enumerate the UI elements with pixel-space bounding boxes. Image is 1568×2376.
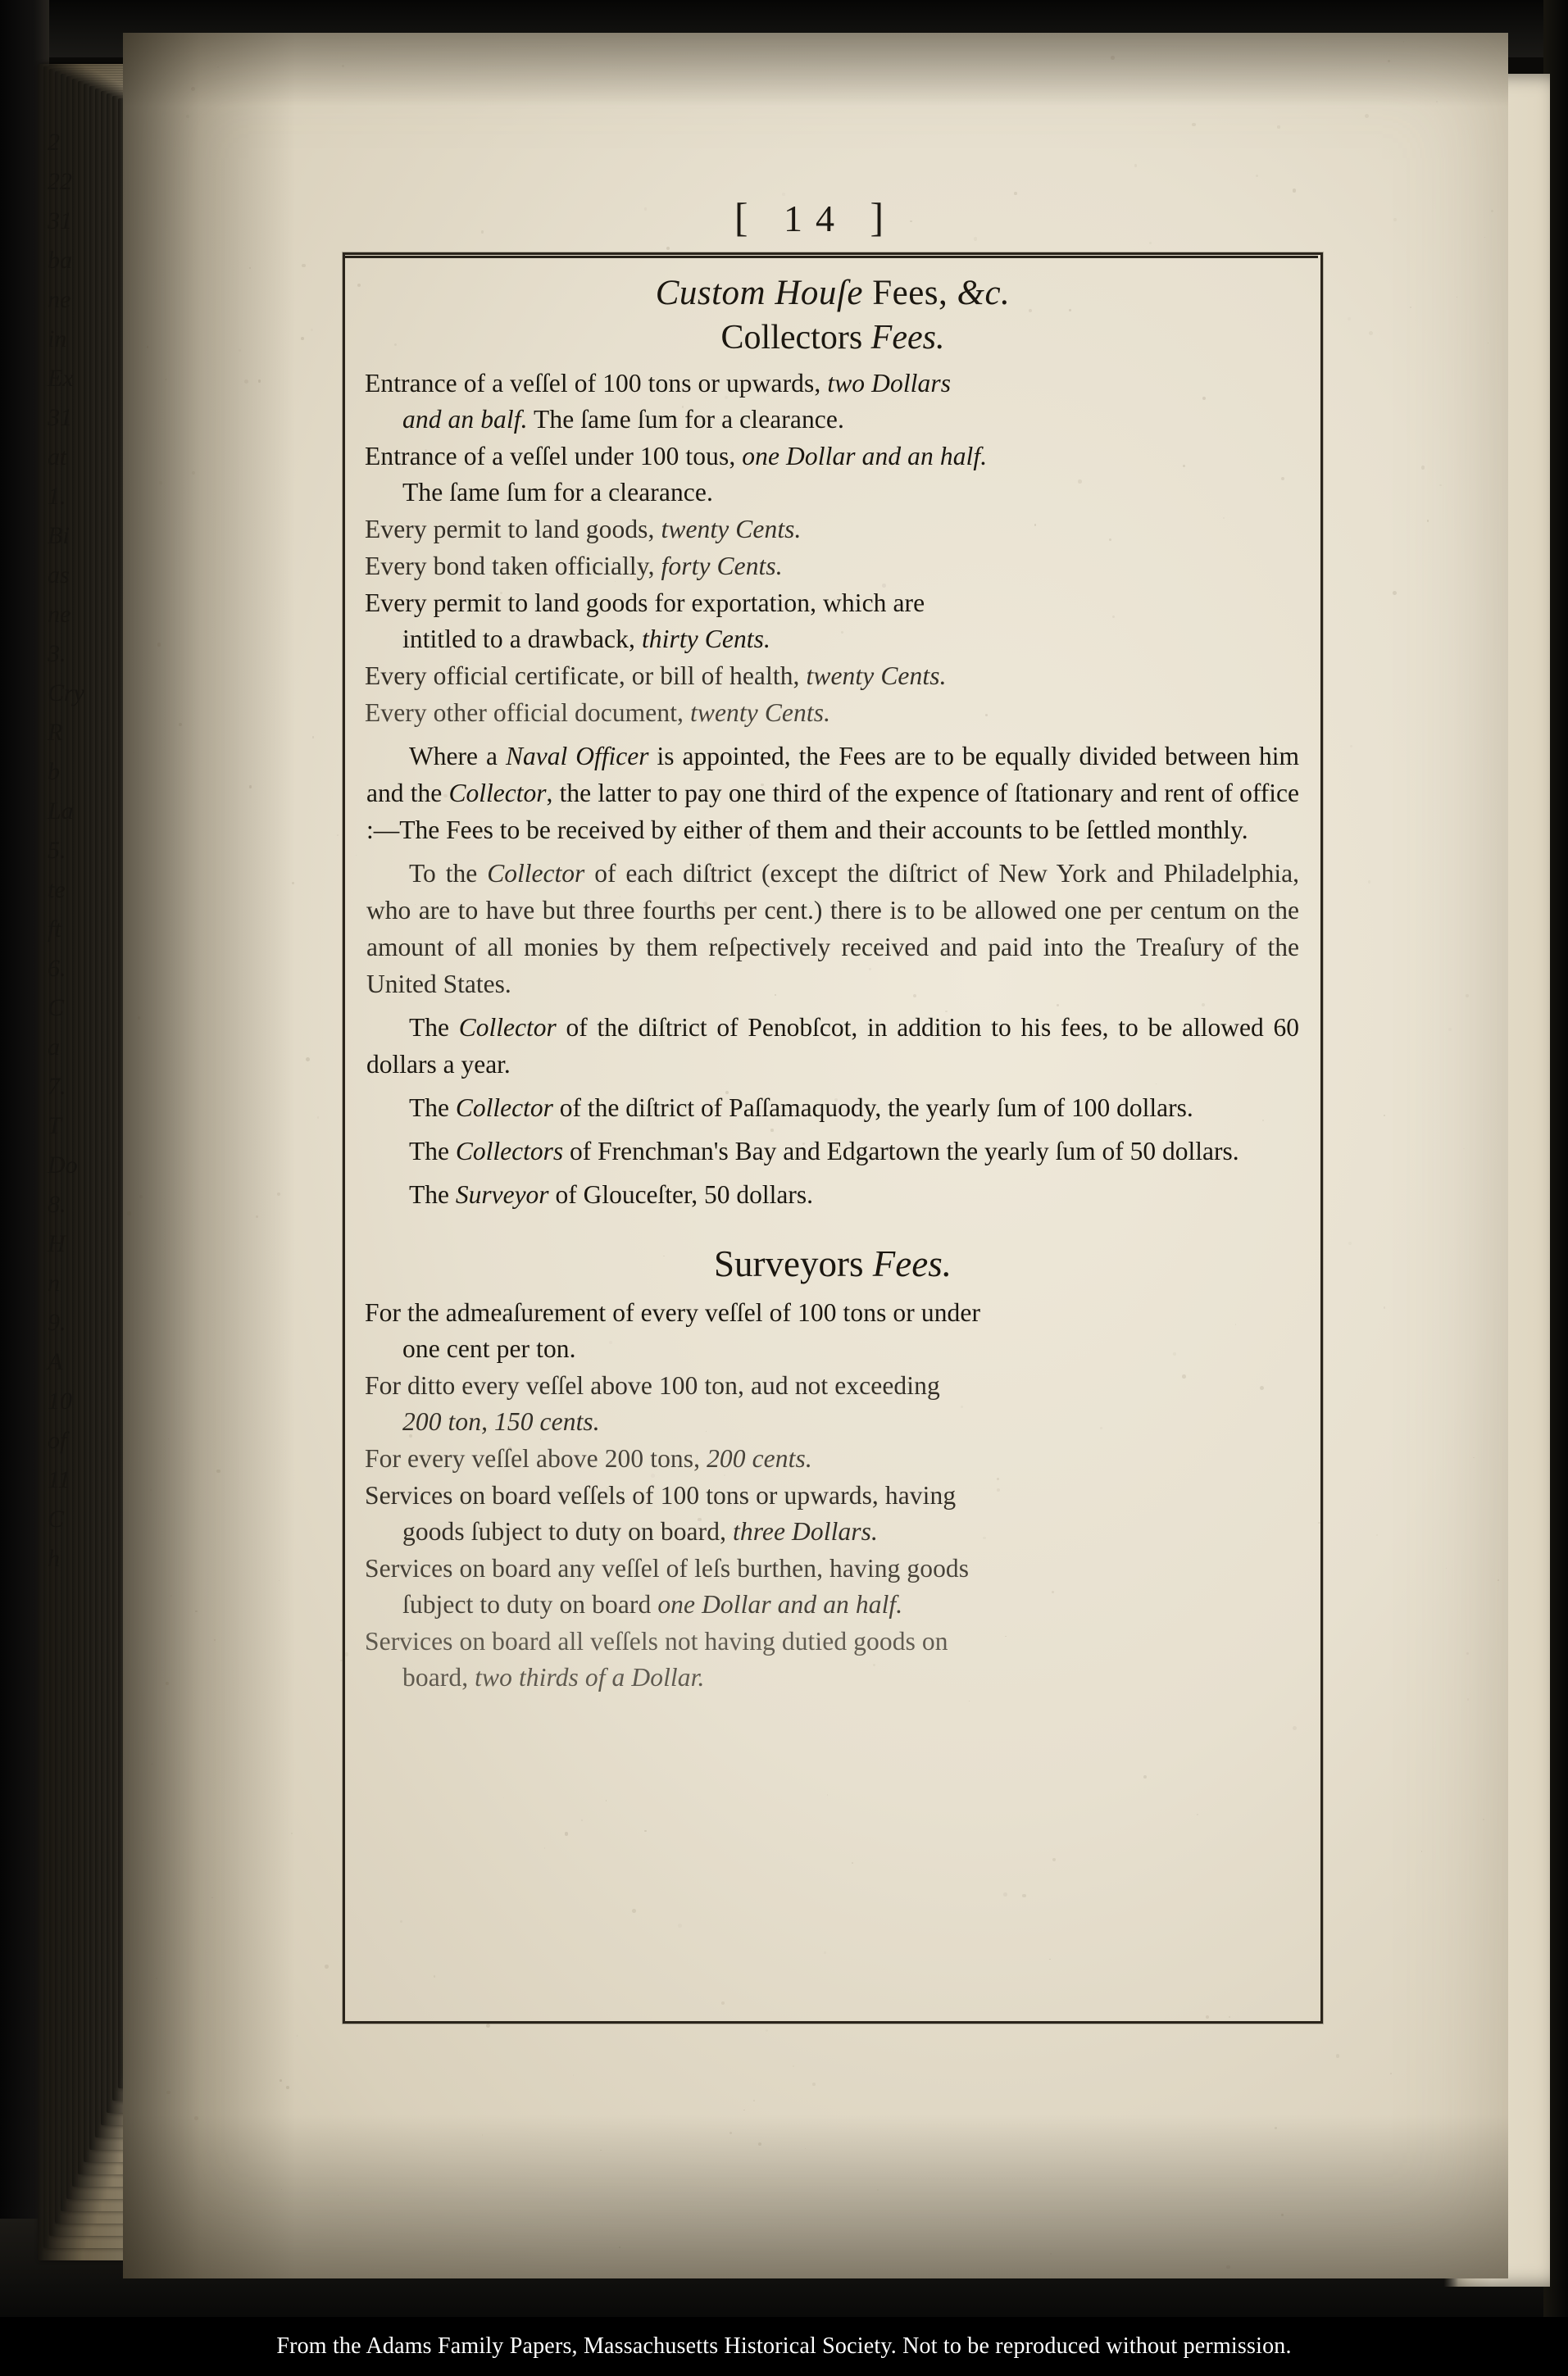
edge-note-line: R — [48, 719, 63, 746]
edge-note-line: ba — [48, 247, 72, 274]
paper-speckle — [1427, 520, 1429, 521]
paper-speckle — [1384, 1115, 1385, 1116]
collectors-provisions — [366, 738, 1299, 1213]
paper-speckle — [1111, 56, 1114, 59]
paper-speckle — [1336, 2054, 1340, 2058]
paper-speckle — [258, 379, 261, 382]
edge-note-line: Bi — [48, 522, 70, 549]
fee-entry-continuation: goods ſubject to duty on board, three Dollars. — [402, 1517, 879, 1546]
edge-note-line: 6. — [48, 955, 66, 982]
edge-note-line: 5. — [48, 837, 66, 864]
body-text: To the — [409, 859, 488, 888]
fee-amount: twenty Cents. — [690, 698, 831, 727]
paper-speckle — [217, 66, 219, 68]
paper-speckle — [156, 1978, 157, 1979]
fee-entry-text: Every other official document, — [365, 698, 691, 727]
edge-note-line: H — [48, 1230, 66, 1257]
edge-note-line: ft — [48, 915, 61, 943]
paper-speckle — [170, 1595, 172, 1597]
fee-entry-text: Services on board all veſſels not having dutied goods on — [365, 1627, 948, 1656]
handwritten-edge-notes — [48, 123, 105, 1579]
text-column — [345, 255, 1320, 2021]
fee-entry-continuation: board, two thirds of a Dollar. — [402, 1663, 705, 1692]
paper-speckle — [297, 2035, 298, 2037]
paper-speckle — [1393, 591, 1397, 595]
body-text: Where a — [409, 742, 506, 770]
paper-speckle — [306, 1057, 310, 1061]
paper-speckle — [1256, 175, 1258, 177]
fee-entry-continuation: and an balf. The ſame ſum for a clearance. — [402, 405, 844, 434]
text-block-frame — [343, 252, 1323, 2024]
edge-note-line: a — [48, 1034, 60, 1061]
provision-paragraph-per-centum — [366, 855, 1299, 1002]
paper-speckle — [753, 2100, 755, 2101]
fee-entry — [366, 658, 1299, 694]
paper-speckle — [279, 1580, 280, 1581]
paper-speckle — [166, 379, 167, 380]
running-head-italic-1: Custom Houſe — [655, 274, 863, 312]
fee-amount: one Dollar and an half. — [742, 442, 988, 470]
paper-speckle — [312, 736, 315, 738]
emphasis-text: Collector — [455, 1093, 553, 1122]
paper-speckle — [302, 264, 306, 268]
paper-speckle — [600, 2150, 601, 2151]
paper-speckle — [805, 2148, 807, 2150]
edge-note-line: C — [48, 994, 65, 1021]
paper-speckle — [277, 1193, 280, 1196]
paper-speckle — [1348, 317, 1351, 320]
edge-note-line: in — [48, 325, 67, 352]
paper-speckle — [743, 2110, 745, 2111]
section-heading-1-roman: Collectors — [720, 319, 871, 357]
paper-speckle — [249, 785, 252, 788]
body-text: The — [409, 1137, 456, 1165]
edge-note-line: 11 — [48, 1466, 70, 1493]
section-heading-2-italic: Fees. — [872, 1243, 952, 1284]
emphasis-text: Collectors — [455, 1137, 564, 1165]
body-text: The — [409, 1093, 456, 1122]
fee-entry-text: Every permit to land goods for exportation, which are — [365, 588, 925, 617]
paper-speckle — [159, 481, 162, 484]
body-text: The — [409, 1180, 456, 1209]
provision-paragraph-naval-officer — [366, 738, 1299, 848]
fee-entry-text: For every veſſel above 200 tons, — [365, 1444, 707, 1473]
fee-entry — [366, 1624, 1299, 1696]
paper-speckle — [1277, 125, 1279, 128]
edge-note-line: Ex — [48, 365, 74, 392]
paper-speckle — [1436, 101, 1438, 103]
section-heading-1-italic: Fees. — [870, 319, 945, 357]
running-head — [366, 273, 1299, 313]
fee-amount: two Dollars — [827, 369, 952, 398]
credit-text: From the Adams Family Papers, Massachusetts Historical Society. Not to be reproduced without permission. — [276, 2333, 1292, 2359]
paper-speckle — [317, 1116, 319, 1118]
paper-speckle — [311, 329, 313, 331]
paper-speckle — [166, 2091, 170, 2095]
provision-paragraph-penobscot — [366, 1009, 1299, 1083]
collectors-fees-list — [366, 366, 1299, 731]
paper-speckle — [292, 882, 294, 884]
fee-entry-continuation: intitled to a drawback, thirty Cents. — [402, 625, 770, 653]
paper-speckle — [194, 2116, 198, 2120]
edge-note-line: Do — [48, 1152, 78, 1179]
paper-speckle — [619, 2247, 620, 2248]
fee-entry — [366, 1551, 1299, 1623]
paper-speckle — [1275, 2127, 1277, 2129]
paper-speckle — [1192, 123, 1195, 126]
section-heading-2-roman: Surveyors — [714, 1243, 873, 1284]
running-head-italic-2: &c. — [957, 274, 1011, 312]
edge-note-line: 7. — [48, 1073, 66, 1100]
paper-speckle — [1446, 1568, 1447, 1569]
fee-entry-continuation: one cent per ton. — [402, 1334, 576, 1363]
edge-note-line: 10 — [48, 1388, 72, 1415]
edge-note-line: 9. — [48, 1309, 66, 1336]
edge-note-line: as — [48, 561, 70, 588]
paper-speckle — [157, 643, 161, 647]
recto-page — [123, 33, 1508, 2278]
fee-entry — [366, 366, 1299, 438]
paper-speckle — [179, 723, 181, 725]
fee-entry — [366, 511, 1299, 547]
paper-speckle — [1388, 60, 1390, 62]
paper-speckle — [280, 2079, 282, 2082]
section-heading-surveyors-fees — [366, 1243, 1299, 1285]
paper-speckle — [249, 267, 251, 269]
edge-note-line: 31 — [48, 207, 72, 234]
edge-note-line: b — [48, 758, 60, 785]
edge-note-line: 1. — [48, 483, 66, 510]
paper-speckle — [1348, 1242, 1352, 1245]
edge-note-line: Cry — [48, 679, 84, 706]
paper-speckle — [1403, 41, 1404, 42]
paper-speckle — [150, 1489, 152, 1491]
edge-note-line: te — [48, 876, 66, 903]
fee-amount: 200 cents. — [707, 1444, 812, 1473]
page-number: 14 — [784, 198, 848, 239]
edge-note-line: A — [48, 1348, 63, 1375]
paper-speckle — [1466, 1652, 1469, 1655]
paper-speckle — [1498, 1579, 1499, 1581]
page-top-shading — [123, 33, 1508, 107]
paper-speckle — [1134, 164, 1138, 167]
paper-speckle — [1384, 1306, 1386, 1309]
gutter-shadow — [123, 33, 295, 2278]
fee-entry-text: Services on board any veſſel of leſs burthen, having goods — [365, 1554, 970, 1583]
edge-note-line: ne — [48, 601, 71, 628]
paper-speckle — [1226, 2265, 1229, 2269]
paper-speckle — [342, 65, 344, 67]
paper-speckle — [1085, 2151, 1086, 2152]
body-text: of the diſtrict of Paſſamaquody, the yearly ſum of 100 dollars. — [552, 1093, 1193, 1122]
fee-entry-text: Every permit to land goods, — [365, 515, 661, 543]
paper-speckle — [195, 1611, 197, 1612]
paper-speckle — [256, 1215, 258, 1218]
fee-entry-text: Entrance of a veſſel under 100 tous, — [365, 442, 743, 470]
fee-amount: twenty Cents. — [806, 661, 947, 690]
body-text: , the latter to pay one third of the expence of ſtationary and rent of office :—The Fees to be received by either of them and their accounts to be ſettled monthly. — [366, 779, 1300, 844]
paper-speckle — [1281, 2214, 1284, 2216]
fee-amount: twenty Cents. — [661, 515, 802, 543]
paper-speckle — [877, 2189, 879, 2191]
paper-speckle — [1421, 466, 1425, 470]
paper-speckle — [151, 1763, 153, 1765]
paper-speckle — [1483, 1819, 1484, 1820]
folio-line — [123, 193, 1508, 241]
fee-entry — [366, 1441, 1299, 1477]
paper-speckle — [239, 349, 241, 352]
paper-speckle — [244, 379, 248, 384]
fee-entry-text: Services on board veſſels of 100 tons or upwards, having — [365, 1481, 957, 1510]
paper-speckle — [192, 471, 195, 475]
paper-speckle — [666, 247, 670, 250]
paper-speckle — [1466, 994, 1469, 997]
paper-speckle — [1365, 114, 1369, 118]
paper-speckle — [1376, 1534, 1378, 1536]
credit-bar — [0, 2317, 1568, 2376]
paper-speckle — [138, 1016, 141, 1020]
paper-speckle — [1293, 189, 1297, 193]
paper-speckle — [291, 1833, 293, 1834]
running-head-roman: Fees, — [862, 274, 957, 312]
fee-entry-text: Every official certificate, or bill of health, — [365, 661, 807, 690]
paper-speckle — [127, 1211, 130, 1215]
emphasis-text: Naval Officer — [505, 742, 649, 770]
paper-speckle — [338, 2195, 339, 2196]
paper-speckle — [486, 2024, 490, 2028]
edge-note-line: at — [48, 443, 67, 470]
fee-entry-text: For the admeaſurement of every veſſel of 100 tons or under — [365, 1298, 981, 1327]
edge-note-line: of — [48, 1427, 67, 1454]
emphasis-text: Collector — [448, 779, 547, 807]
emphasis-text: Collector — [487, 859, 585, 888]
fee-entry — [366, 585, 1299, 657]
paper-speckle — [1149, 242, 1152, 244]
paper-speckle — [301, 337, 304, 340]
edge-note-line: h — [48, 1545, 60, 1572]
paper-speckle — [793, 2065, 794, 2067]
paper-speckle — [139, 1195, 143, 1198]
edge-note-line: C — [48, 1506, 65, 1533]
paper-speckle — [325, 1965, 329, 1969]
edge-note-line: 2 — [48, 129, 60, 156]
paper-speckle — [1421, 1851, 1423, 1852]
paper-speckle — [133, 752, 134, 754]
paper-speckle — [191, 87, 195, 91]
paper-speckle — [216, 1470, 220, 1473]
paper-speckle — [482, 2134, 484, 2136]
paper-speckle — [1368, 880, 1371, 884]
fee-entry — [366, 438, 1299, 511]
paper-speckle — [211, 1897, 212, 1898]
paper-speckle — [1467, 1698, 1469, 1700]
folio-open-bracket: [ — [734, 194, 761, 240]
edge-note-line: T — [48, 1112, 61, 1139]
body-text: of Frenchman's Bay and Edgartown the yearly ſum of 50 dollars. — [563, 1137, 1239, 1165]
body-text: is appointed, the Fees are to be equally divided between him and the — [366, 742, 1299, 807]
paper-speckle — [166, 1682, 169, 1685]
paper-speckle — [214, 1639, 216, 1642]
body-text: of Glouceſter, 50 dollars. — [548, 1180, 813, 1209]
fee-entry-continuation: The ſame ſum for a clearance. — [402, 478, 713, 507]
paper-speckle — [281, 2189, 283, 2191]
fee-entry-text: Every bond taken officially, — [365, 552, 661, 580]
emphasis-text: Surveyor — [455, 1180, 549, 1209]
edge-note-line: n — [48, 1270, 60, 1297]
body-text: of the diſtrict of Penobſcot, in addition to his fees, to be allowed 60 dollars a year. — [366, 1013, 1299, 1079]
fee-entry — [366, 1368, 1299, 1440]
provision-paragraph-passamaquoddy — [366, 1089, 1299, 1126]
folio-close-bracket: ] — [870, 194, 898, 240]
paper-speckle — [1463, 1148, 1465, 1150]
paper-speckle — [758, 2142, 761, 2146]
edge-note-line: 3. — [48, 640, 66, 667]
body-text: of each diſtrict (except the diſtrict of New York and Philadelphia, who are to have but three fourths per cent.) there is to be allowed one per centum on the amount of all monies by them reſpectively received and paid into the Treaſury of the United States. — [366, 859, 1299, 998]
section-heading-collectors-fees — [366, 318, 1299, 357]
provision-paragraph-gloucester — [366, 1176, 1299, 1213]
fee-entry-continuation: ſubject to duty on board one Dollar and an half. — [402, 1590, 903, 1619]
fee-entry — [366, 695, 1299, 731]
edge-note-line: 22 — [48, 168, 72, 195]
paper-speckle — [286, 2086, 289, 2088]
edge-note-line: La — [48, 797, 74, 825]
provision-paragraph-frenchmans-bay — [366, 1133, 1299, 1170]
paper-speckle — [729, 2132, 732, 2134]
emphasis-text: Collector — [458, 1013, 557, 1042]
fee-entry-text: Entrance of a veſſel of 100 tons or upwards, — [365, 369, 828, 398]
paper-speckle — [766, 2029, 768, 2032]
paper-speckle — [1410, 307, 1411, 308]
paper-speckle — [1390, 2073, 1392, 2074]
paper-speckle — [1448, 1028, 1452, 1032]
fee-entry — [366, 1478, 1299, 1550]
fee-entry-text: For ditto every veſſel above 100 ton, aud not exceeding — [365, 1371, 940, 1400]
paper-speckle — [147, 346, 148, 348]
paper-speckle — [812, 2083, 816, 2086]
paper-speckle — [573, 2074, 574, 2075]
edge-note-line: ne — [48, 286, 71, 313]
fee-amount: forty Cents. — [661, 552, 783, 580]
paper-speckle — [337, 834, 339, 836]
edge-note-line: 8. — [48, 1191, 66, 1218]
fee-entry — [366, 1295, 1299, 1367]
page-bottom-shading — [123, 2115, 1508, 2278]
edge-note-line: 31 — [48, 404, 72, 431]
paper-speckle — [1350, 745, 1352, 747]
paper-speckle — [168, 1438, 169, 1439]
paper-speckle — [1473, 1457, 1474, 1458]
paper-speckle — [1369, 331, 1373, 335]
body-text: The — [409, 1013, 459, 1042]
fee-entry — [366, 548, 1299, 584]
paper-speckle — [1050, 2253, 1052, 2255]
surveyors-fees-list — [366, 1295, 1299, 1696]
paper-speckle — [186, 115, 189, 118]
fee-entry-continuation: 200 ton, 150 cents. — [402, 1407, 600, 1436]
paper-speckle — [1439, 484, 1442, 487]
